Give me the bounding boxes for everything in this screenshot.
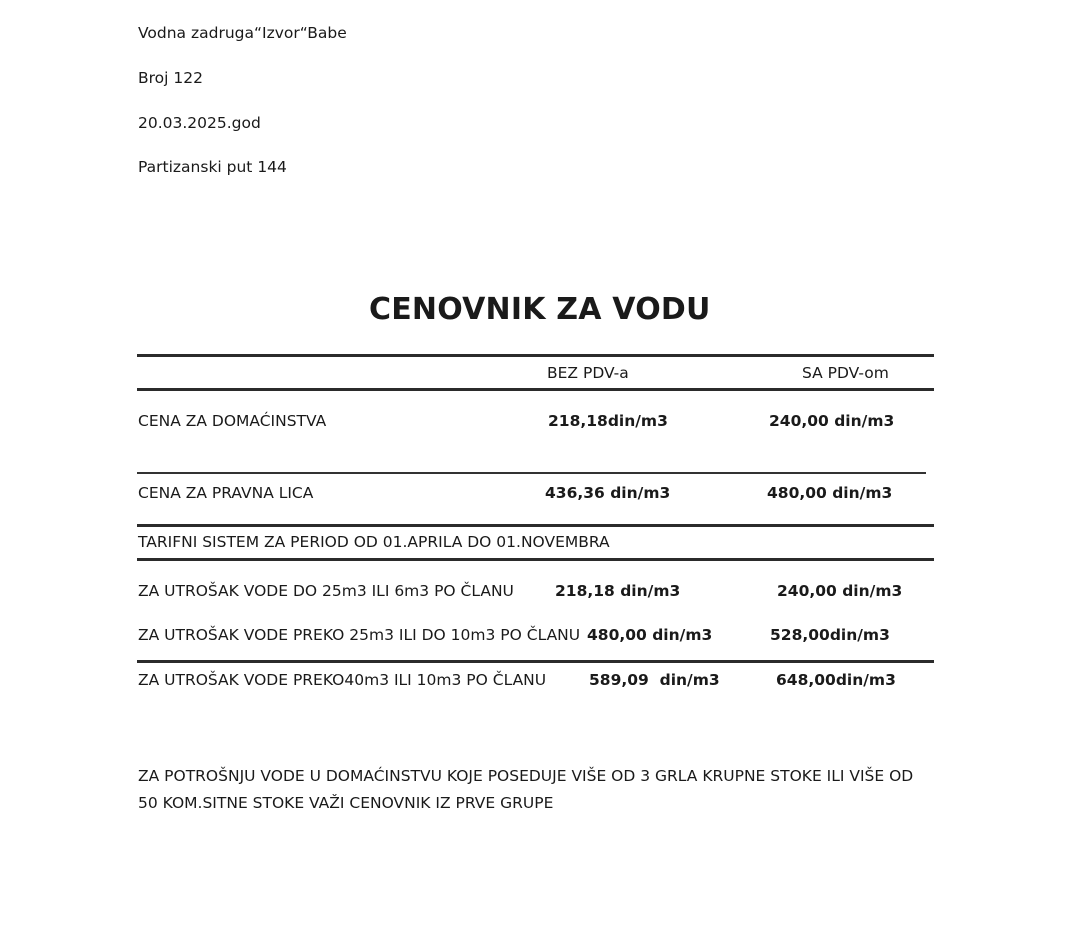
tariff-row-price-with-vat: 528,00din/m3 xyxy=(770,626,890,644)
tariff-row-label: ZA UTROŠAK VODE DO 25m3 ILI 6m3 PO ČLANU xyxy=(138,582,514,600)
note-paragraph xyxy=(138,763,938,817)
table-rule-separator xyxy=(137,472,926,474)
row-price-without-vat: 218,18din/m3 xyxy=(548,412,668,430)
table-rule-header xyxy=(137,388,934,391)
row-label: CENA ZA DOMAĆINSTVA xyxy=(138,412,327,430)
tariff-row-price-without-vat: 480,00 din/m3 xyxy=(587,626,713,644)
document-date: 20.03.2025.god xyxy=(138,114,261,132)
table-rule-tariff-last xyxy=(137,660,934,663)
tariff-row-price-without-vat: 218,18 din/m3 xyxy=(555,582,681,600)
tariff-heading: TARIFNI SISTEM ZA PERIOD OD 01.APRILA DO 01.NOVEMBRA xyxy=(138,533,610,551)
tariff-row-price-with-vat: 648,00din/m3 xyxy=(776,671,896,689)
note-line: ZA POTROŠNJU VODE U DOMAĆINSTVU KOJE POSEDUJE VIŠE OD 3 GRLA KRUPNE STOKE ILI VIŠE OD xyxy=(138,767,914,785)
column-header-without-vat: BEZ PDV-a xyxy=(547,364,629,382)
organization-name: Vodna zadruga“Izvor“Babe xyxy=(138,24,347,42)
tariff-row-price-without-vat: 589,09 din/m3 xyxy=(589,671,720,689)
row-price-without-vat: 436,36 din/m3 xyxy=(545,484,671,502)
table-rule-tariff-top xyxy=(137,524,934,527)
note-line: 50 KOM.SITNE STOKE VAŽI CENOVNIK IZ PRVE GRUPE xyxy=(138,794,554,812)
table-rule-tariff-heading xyxy=(137,558,934,561)
row-label: CENA ZA PRAVNA LICA xyxy=(138,484,314,502)
row-price-with-vat: 240,00 din/m3 xyxy=(769,412,895,430)
document-number: Broj 122 xyxy=(138,69,203,87)
column-header-with-vat: SA PDV-om xyxy=(802,364,889,382)
row-price-with-vat: 480,00 din/m3 xyxy=(767,484,893,502)
address: Partizanski put 144 xyxy=(138,158,287,176)
table-rule-top xyxy=(137,354,934,357)
tariff-row-label: ZA UTROŠAK VODE PREKO 25m3 ILI DO 10m3 PO ČLANU xyxy=(138,626,581,644)
tariff-row-label: ZA UTROŠAK VODE PREKO40m3 ILI 10m3 PO ČLANU xyxy=(138,671,547,689)
tariff-row-price-with-vat: 240,00 din/m3 xyxy=(777,582,903,600)
page-title: CENOVNIK ZA VODU xyxy=(369,292,711,327)
